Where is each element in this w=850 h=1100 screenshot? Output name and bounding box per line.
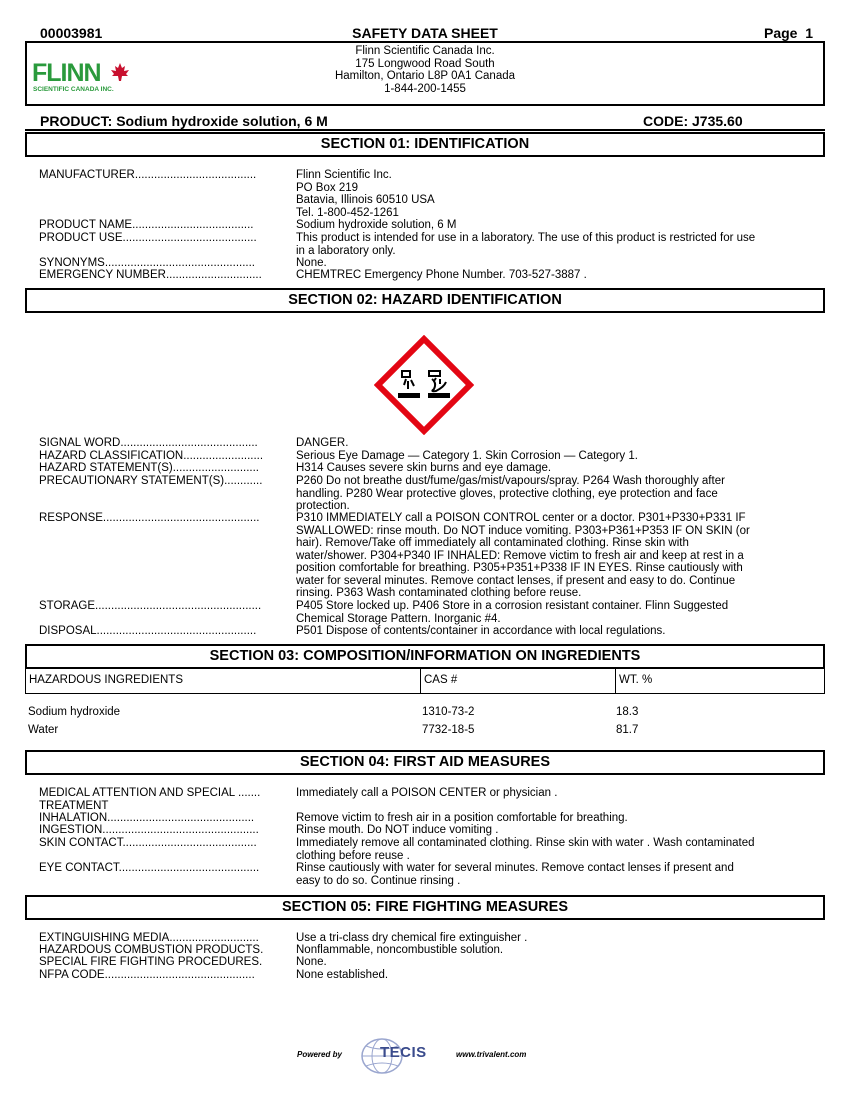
section-05-title: SECTION 05: FIRE FIGHTING MEASURES <box>25 895 825 920</box>
page-number: Page 1 <box>764 25 814 41</box>
corrosive-pictogram-icon <box>374 335 474 435</box>
field-label: INGESTION................................................. <box>39 824 259 836</box>
value-line: Immediately remove all contaminated clothing. Rinse skin with water . Wash contaminated <box>296 837 755 849</box>
ingredient-cas: 7732-18-5 <box>422 724 475 736</box>
field-label: SKIN CONTACT.......................................... <box>39 837 257 849</box>
label-line: MEDICAL ATTENTION AND SPECIAL ....... <box>39 787 261 799</box>
address-line-3: Hamilton, Ontario L8P 0A1 Canada <box>334 70 516 82</box>
field-label: PRODUCT USE.......................................... <box>39 232 257 244</box>
ingredient-name: Water <box>28 724 59 736</box>
column-header-weight: WT. % <box>619 674 653 686</box>
footer-url[interactable]: www.trivalent.com <box>456 1050 527 1059</box>
section-03-title: SECTION 03: COMPOSITION/INFORMATION ON INGREDIENTS <box>25 644 825 669</box>
ingredient-name: Sodium hydroxide <box>28 706 121 718</box>
product-name: PRODUCT: Sodium hydroxide solution, 6 M <box>40 113 328 129</box>
field-value: DANGER. <box>296 437 349 449</box>
section-01-title: SECTION 01: IDENTIFICATION <box>25 132 825 157</box>
column-header-cas: CAS # <box>424 674 458 686</box>
value-line: handling. P280 Wear protective gloves, protective clothing, eye protection and face <box>296 487 718 500</box>
field-label: HAZARD STATEMENT(S)........................... <box>39 462 260 474</box>
field-value: None. <box>296 257 327 269</box>
value-line: in a laboratory only. <box>296 244 396 257</box>
value-line: clothing before reuse . <box>296 849 410 862</box>
field-value <box>296 232 801 257</box>
field-label: DISPOSAL.................................................. <box>39 625 257 637</box>
section-04-title: SECTION 04: FIRST AID MEASURES <box>25 750 825 775</box>
logo-text: FLINN <box>32 59 101 87</box>
field-value <box>296 475 801 513</box>
value-line: PO Box 219 <box>296 181 359 194</box>
field-value <box>296 169 801 219</box>
value-line: Chemical Storage Pattern. Inorganic #4. <box>296 612 501 625</box>
footer-brand: TECIS <box>380 1044 427 1061</box>
value-line: water/shower. P304+P340 IF INHALED: Remove victim to fresh air and keep at rest in a <box>296 549 744 562</box>
product-code: CODE: J735.60 <box>643 113 743 129</box>
column-divider <box>420 669 421 693</box>
value-line: P310 IMMEDIATELY call a POISON CONTROL center or a doctor. P301+P330+P331 IF <box>296 512 746 524</box>
field-label: SYNONYMS............................................... <box>39 257 255 269</box>
field-value: Use a tri-class dry chemical fire extinguisher . <box>296 932 528 944</box>
field-value: Immediately call a POISON CENTER or physician . <box>296 787 558 799</box>
value-line: protection. <box>296 500 350 512</box>
field-value: Sodium hydroxide solution, 6 M <box>296 219 457 231</box>
ingredient-weight: 81.7 <box>616 724 639 736</box>
field-label: RESPONSE................................................. <box>39 512 260 524</box>
field-value <box>296 600 801 625</box>
field-label: INHALATION.............................................. <box>39 812 255 824</box>
address-line-4: 1-844-200-1455 <box>384 82 466 95</box>
value-line: water for several minutes. Remove contact lenses, if present and easy to do. Continue <box>296 574 736 587</box>
field-label: PRECAUTIONARY STATEMENT(S)............ <box>39 475 263 487</box>
value-line: hair). Remove/Take off immediately all contaminated clothing. Rinse skin with <box>296 537 689 549</box>
field-value: Serious Eye Damage — Category 1. Skin Corrosion — Category 1. <box>296 450 638 462</box>
field-value: Nonflammable, noncombustible solution. <box>296 944 504 956</box>
ingredient-weight: 18.3 <box>616 706 639 718</box>
field-value: Remove victim to fresh air in a position comfortable for breathing. <box>296 812 628 824</box>
logo-subtitle: SCIENTIFIC CANADA INC. <box>33 86 114 93</box>
field-label: HAZARD CLASSIFICATION......................... <box>39 450 264 462</box>
value-line: Flinn Scientific Inc. <box>296 169 392 181</box>
document-title: SAFETY DATA SHEET <box>352 25 498 41</box>
field-value: P501 Dispose of contents/container in accordance with local regulations. <box>296 625 666 637</box>
value-line: P260 Do not breathe dust/fume/gas/mist/vapours/spray. P264 Wash thoroughly after <box>296 475 725 487</box>
field-value <box>296 512 801 600</box>
field-manufacturer <box>39 169 829 221</box>
section-02-title: SECTION 02: HAZARD IDENTIFICATION <box>25 288 825 313</box>
header-box <box>25 41 825 106</box>
field-label: MANUFACTURER...................................... <box>39 169 257 181</box>
ingredients-table-header <box>25 668 825 694</box>
field-label: SPECIAL FIRE FIGHTING PROCEDURES. <box>39 956 263 968</box>
field-label: SIGNAL WORD........................................... <box>39 437 258 449</box>
field-value: None. <box>296 956 327 968</box>
field-label: NFPA CODE............................................... <box>39 969 255 981</box>
field-label: EXTINGUISHING MEDIA............................ <box>39 932 259 944</box>
value-line: rinsing. P363 Wash contaminated clothing before reuse. <box>296 587 582 599</box>
value-line: Batavia, Illinois 60510 USA <box>296 194 435 206</box>
value-line: position comfortable for breathing. P305+P351+P338 IF IN EYES. Rinse cautiously with <box>296 562 743 574</box>
field-label: EYE CONTACT............................................ <box>39 862 260 874</box>
ingredient-cas: 1310-73-2 <box>422 706 475 718</box>
field-label: EMERGENCY NUMBER.............................. <box>39 269 262 281</box>
field-value: CHEMTREC Emergency Phone Number. 703-527-3887 . <box>296 269 587 281</box>
field-label <box>39 787 287 812</box>
field-label: HAZARDOUS COMBUSTION PRODUCTS. <box>39 944 264 956</box>
document-number: 00003981 <box>40 25 103 41</box>
company-address <box>27 45 823 95</box>
field-label: STORAGE.................................................... <box>39 600 262 612</box>
divider <box>25 129 825 131</box>
value-line: SWALLOWED: rinse mouth. Do NOT induce vomiting. P303+P361+P353 IF ON SKIN (or <box>296 524 750 537</box>
column-header-ingredient: HAZARDOUS INGREDIENTS <box>29 674 183 686</box>
powered-by-text: Powered by <box>297 1050 342 1059</box>
field-value: Rinse mouth. Do NOT induce vomiting . <box>296 824 499 836</box>
value-line: P405 Store locked up. P406 Store in a corrosion resistant container. Flinn Suggested <box>296 600 729 612</box>
label-line: TREATMENT <box>39 799 109 812</box>
field-value: H314 Causes severe skin burns and eye damage. <box>296 462 552 474</box>
value-line: easy to do so. Continue rinsing . <box>296 874 461 887</box>
field-value <box>296 862 801 887</box>
field-value <box>296 837 801 862</box>
address-line-1: Flinn Scientific Canada Inc. <box>355 45 495 57</box>
field-label: PRODUCT NAME...................................... <box>39 219 254 231</box>
value-line: Rinse cautiously with water for several minutes. Remove contact lenses if present and <box>296 862 734 874</box>
value-line: This product is intended for use in a laboratory. The use of this product is restricted for use <box>296 232 756 244</box>
value-line: Tel. 1-800-452-1261 <box>296 206 399 219</box>
column-divider <box>615 669 616 693</box>
field-value: None established. <box>296 969 389 981</box>
address-line-2: 175 Longwood Road South <box>355 57 495 70</box>
